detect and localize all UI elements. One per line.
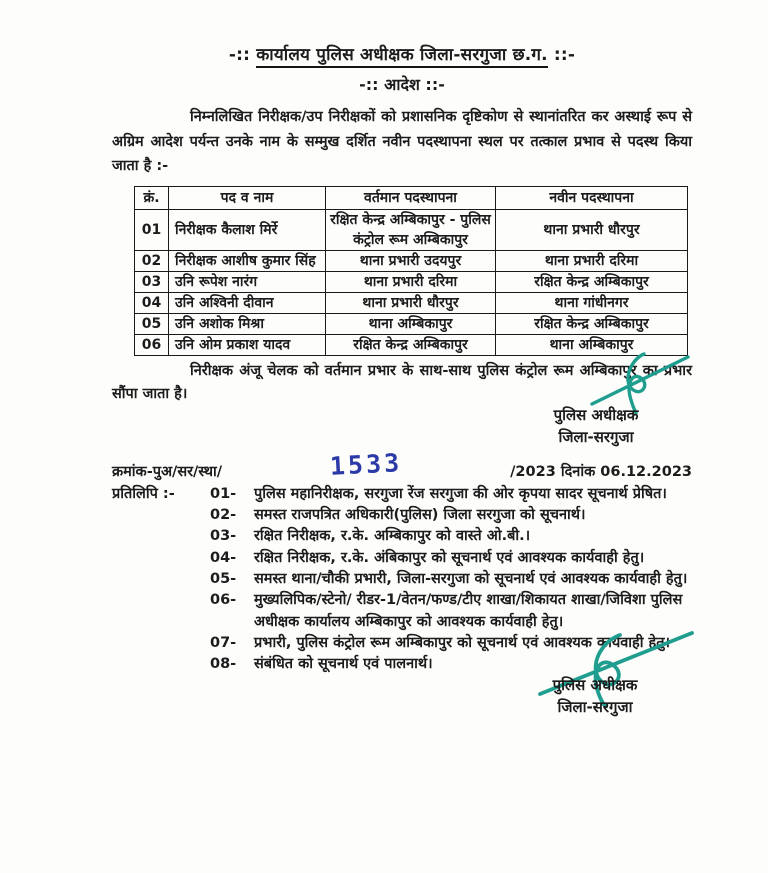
cell-name: उनि अशोक मिश्रा bbox=[169, 313, 326, 334]
cell-new: थाना प्रभारी धौरपुर bbox=[496, 209, 688, 250]
copy-text: संबंधित को सूचनार्थ एवं पालनार्थ। bbox=[254, 656, 433, 673]
copy-text: समस्त थाना/चौकी प्रभारी, जिला-सरगुजा को सूचनार्थ एवं आवश्यक कार्यवाही हेतु। bbox=[254, 570, 688, 587]
table-row bbox=[135, 250, 688, 271]
reference-prefix: क्रमांक-पुअ/सर/स्था/ bbox=[112, 463, 223, 480]
cell-sno: 06 bbox=[135, 334, 169, 355]
signatory-district: जिला-सरगुजा bbox=[558, 428, 634, 446]
table-row bbox=[135, 313, 688, 334]
cell-current: थाना प्रभारी उदयपुर bbox=[326, 250, 496, 271]
cell-name: उनि रूपेश नारंग bbox=[169, 271, 326, 292]
signatory-district: जिला-सरगुजा bbox=[557, 698, 633, 716]
cell-current: थाना अम्बिकापुर bbox=[326, 313, 496, 334]
copy-number: 05- bbox=[210, 570, 237, 587]
reference-number-line bbox=[112, 447, 692, 481]
signature-block bbox=[536, 674, 654, 718]
cell-name: उनि ओम प्रकाश यादव bbox=[169, 334, 326, 355]
col-header-name: पद व नाम bbox=[169, 186, 326, 209]
list-item bbox=[210, 590, 692, 633]
col-header-new: नवीन पदस्थापना bbox=[496, 186, 688, 209]
copy-number: 01- bbox=[210, 485, 237, 502]
col-header-sno: क्रं. bbox=[135, 186, 169, 209]
cell-sno: 03 bbox=[135, 271, 169, 292]
copy-text: रक्षित निरीक्षक, र.के. अम्बिकापुर को वास्ते ओ.बी.। bbox=[254, 528, 531, 545]
copy-text: समस्त राजपत्रित अधिकारी(पुलिस) जिला सरगुजा को सूचनार्थ। bbox=[254, 507, 586, 524]
charge-note-paragraph: निरीक्षक अंजू चेलक को वर्तमान प्रभार के साथ-साथ पुलिस कंट्रोल रूम अम्बिकापुर का प्रभार सौंपा जाता है। bbox=[112, 362, 692, 402]
signature-block bbox=[540, 404, 652, 448]
copy-text: मुख्यलिपिक/स्टेनो/ रीडर-1/वेतन/फण्ड/टीए शाखा/शिकायत शाखा/जिविशा पुलिस अधीक्षक कार्यालय अम्बिकापुर को आवश्यक कार्यवाही हेतु। bbox=[254, 592, 683, 630]
cell-new: थाना अम्बिकापुर bbox=[496, 334, 688, 355]
table-row bbox=[135, 334, 688, 355]
cell-current: रक्षित केन्द्र अम्बिकापुर bbox=[326, 334, 496, 355]
copy-text: पुलिस महानिरीक्षक, सरगुजा रेंज सरगुजा की ओर कृपया सादर सूचनार्थ प्रेषित। bbox=[254, 485, 667, 502]
copy-number: 03- bbox=[210, 528, 237, 545]
transfer-table bbox=[134, 186, 688, 356]
list-item bbox=[210, 633, 692, 654]
copy-number: 08- bbox=[210, 656, 237, 673]
title-suffix: ::- bbox=[553, 45, 576, 65]
copy-number: 02- bbox=[210, 507, 237, 524]
table-row bbox=[135, 209, 688, 250]
order-heading: -:: आदेश ::- bbox=[359, 75, 445, 94]
list-item bbox=[210, 654, 692, 675]
cell-name: निरीक्षक आशीष कुमार सिंह bbox=[169, 250, 326, 271]
cell-current: रक्षित केन्द्र अम्बिकापुर - पुलिस कंट्रोल रूम अम्बिकापुर bbox=[326, 209, 496, 250]
table-header-row bbox=[135, 186, 688, 209]
title-main: कार्यालय पुलिस अधीक्षक जिला-सरगुजा छ.ग. bbox=[256, 45, 548, 68]
reference-date: /2023 दिनांक 06.12.2023 bbox=[510, 463, 692, 480]
list-item bbox=[210, 484, 692, 505]
cell-current: थाना प्रभारी दरिमा bbox=[326, 271, 496, 292]
copy-number: 04- bbox=[210, 549, 237, 566]
copy-number: 06- bbox=[210, 592, 237, 609]
copies-list bbox=[210, 484, 692, 676]
list-item bbox=[210, 569, 692, 590]
table-row bbox=[135, 292, 688, 313]
cell-name: निरीक्षक कैलाश मिर्रे bbox=[169, 209, 326, 250]
cell-current: थाना प्रभारी धौरपुर bbox=[326, 292, 496, 313]
cell-sno: 04 bbox=[135, 292, 169, 313]
col-header-current: वर्तमान पदस्थापना bbox=[326, 186, 496, 209]
office-title bbox=[112, 42, 692, 65]
copy-number: 07- bbox=[210, 634, 237, 651]
title-prefix: -:: bbox=[228, 45, 251, 65]
copies-label: प्रतिलिपि :- bbox=[112, 485, 175, 502]
cell-sno: 05 bbox=[135, 313, 169, 334]
list-item bbox=[210, 548, 692, 569]
copy-text: रक्षित निरीक्षक, र.के. अंबिकापुर को सूचनार्थ एवं आवश्यक कार्यवाही हेतु। bbox=[254, 549, 645, 566]
handwritten-number: 1533 bbox=[329, 447, 403, 481]
list-item bbox=[210, 505, 692, 526]
cell-new: रक्षित केन्द्र अम्बिकापुर bbox=[496, 313, 688, 334]
copy-text: प्रभारी, पुलिस कंट्रोल रूम अम्बिकापुर को सूचनार्थ एवं आवश्यक कार्यवाही हेतु। bbox=[254, 634, 671, 651]
document-content bbox=[112, 42, 692, 675]
table-row bbox=[135, 271, 688, 292]
cell-new: थाना गांधीनगर bbox=[496, 292, 688, 313]
copies-section bbox=[112, 484, 692, 676]
list-item bbox=[210, 526, 692, 547]
cell-new: थाना प्रभारी दरिमा bbox=[496, 250, 688, 271]
intro-paragraph: निम्नलिखित निरीक्षक/उप निरीक्षकों को प्रशासनिक दृष्टिकोण से स्थानांतरित कर अस्थाई रूप से अग्रिम आदेश पर्यन्त उनके नाम के सम्मुख दर्शित नवीन पदस्थापना स्थल पर तत्काल प्रभाव से पदस्थ किया जाता है :- bbox=[112, 109, 692, 175]
cell-sno: 02 bbox=[135, 250, 169, 271]
cell-sno: 01 bbox=[135, 209, 169, 250]
cell-name: उनि अश्विनी दीवान bbox=[169, 292, 326, 313]
signatory-designation: पुलिस अधीक्षक bbox=[552, 676, 638, 694]
signatory-designation: पुलिस अधीक्षक bbox=[553, 406, 639, 424]
cell-new: रक्षित केन्द्र अम्बिकापुर bbox=[496, 271, 688, 292]
